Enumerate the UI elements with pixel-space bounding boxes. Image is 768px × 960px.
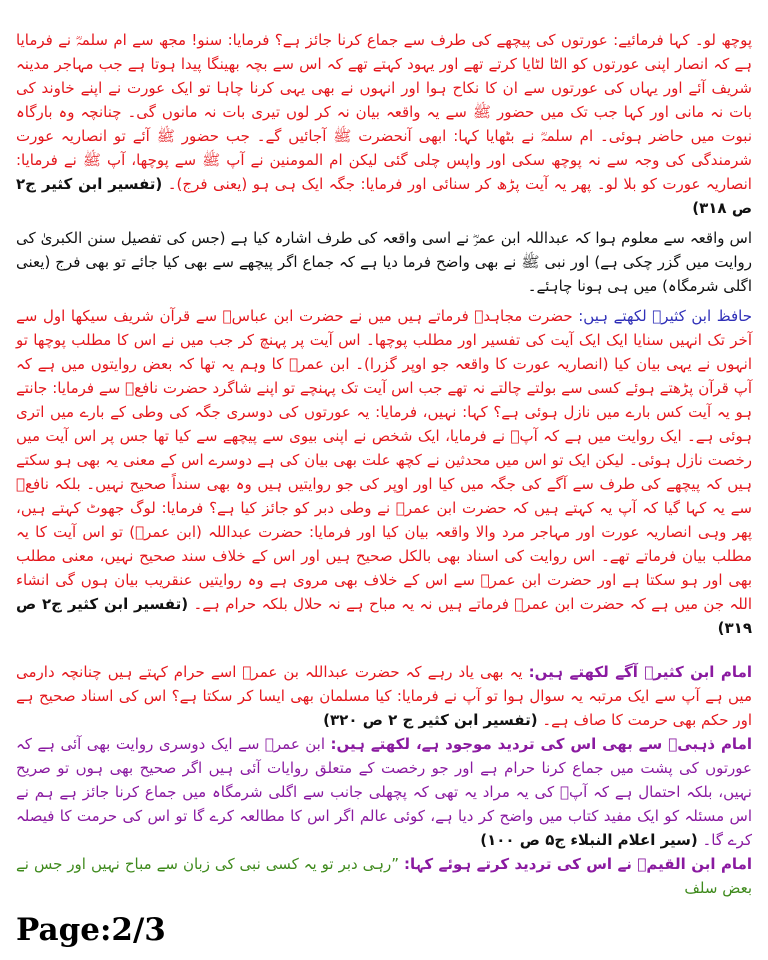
paragraph-imam-ibn-kathir (16, 660, 752, 732)
paragraph-text: ”رہی دبر تو یہ کسی نبی کی زبان سے مباح نہیں اور جس نے بعض سلف (16, 855, 752, 897)
reference-citation: (تفسیر ابن کثیر ج۲ ص ۳۱۹) (16, 595, 752, 637)
paragraph-text: پوچھ لو۔ کہا فرمائیے: عورتوں کی پیچھے کی طرف سے جماع کرنا جائز ہے؟ فرمایا: سنو! مجھ سے ام سلمہؓ نے فرمایا ہے کہ انصار اپنی عورتوں کو الٹا لٹایا کرتے تھے اور یہود کہتے تھے کہ اس سے بچہ بھینگا پیدا ہوتا ہے جب مہاجر مدینہ شریف آئے اور یہاں کی عورتوں سے ان کا نکاح ہوا اور انہوں نے بھی یہی کرنا چاہا تو ایک عورت نے اپنے خاوند کی بات نہ مانی اور کہا جب تک میں حضور ﷺ سے یہ واقعہ بیان نہ کر لوں تیری بات نہ مانوں گی۔ چنانچہ وہ بارگاہ نبوت میں حاضر ہوئی۔ ام سلمہؓ نے بٹھایا کہا: ابھی آنحضرت ﷺ آجائیں گے۔ جب حضور ﷺ آئے تو انصاریہ عورت شرمندگی کی وجہ سے نہ پوچھ سکی اور واپس چلی گئی لیکن ام المومنین نے آپ ﷺ سے پوچھا، آپ ﷺ نے فرمایا: انصاریہ عورت کو بلا لو۔ پھر یہ آیت پڑھ کر سنائی اور فرمایا: جگہ ایک ہی ہو (یعنی فرج)۔ (16, 31, 752, 193)
reference-citation: (تفسیر ابن کثیر ج ۲ ص ۳۲۰) (323, 711, 538, 729)
document-body (16, 28, 752, 900)
paragraph-text: ابن عمرؓ سے ایک دوسری روایت بھی آئی ہے کہ عورتوں کی پشت میں جماع کرنا حرام ہے اور جو رخصت کے متعلق روایات آئی ہیں اگر صحیح بھی ہوں تو صریح نہیں، بلکہ احتمال ہے کہ آپؓ کی یہ مراد یہ تھی کہ پچھلی جانب سے اگلی شرمگاہ میں جماع کرنا جائز ہے ہم نے اس مسئلہ کو ایک مفید کتاب میں واضح کر دیا ہے، کوئی عالم اگر اس کا مطالعہ کرے گا تو اس کی حرمت کا فیصلہ کرے گا۔ (16, 735, 752, 849)
section-heading: امام ابن کثیرؒ آگے لکھتے ہیں: (528, 663, 752, 681)
section-heading: امام ذہبیؒ سے بھی اس کی تردید موجود ہے، لکھتے ہیں: (330, 735, 752, 753)
paragraph-hafiz-ibn-kathir (16, 304, 752, 640)
paragraph-ibn-kathir-narration (16, 28, 752, 220)
paragraph-explanation (16, 226, 752, 298)
paragraph-text: یہ بھی یاد رہے کہ حضرت عبداللہ بن عمرؓ اسے حرام کہتے ہیں چنانچہ دارمی میں ہے آپ سے ایک مرتبہ یہ سوال ہوا تو آپ نے فرمایا: کیا مسلمان بھی ایسا کر سکتا ہے؟ اس کی اسناد صحیح ہے اور حکم بھی حرمت کا صاف ہے۔ (16, 663, 752, 729)
paragraph-text: اس واقعہ سے معلوم ہوا کہ عبداللہ ابن عمرؓ نے اسی واقعہ کی طرف اشارہ کیا ہے (جس کی تفصیل سنن الکبریٰ کی روایت میں گزر چکی ہے) اور نبی ﷺ نے بھی واضح فرما دیا ہے کہ جماع اگر پیچھے سے بھی کیا جائے تو بھی فرج (یعنی اگلی شرمگاہ) میں ہی ہونا چاہئے۔ (16, 229, 752, 295)
page-number-label: Page:2/3 (16, 912, 166, 948)
paragraph-text: حضرت مجاہدؒ فرماتے ہیں میں نے حضرت ابن عباسؓ سے قرآن شریف سیکھا اول سے آخر تک انہیں سنایا ایک ایک آیت کی تفسیر اور مطلب پوچھا۔ اس آیت پر پہنچ کر جب میں نے اس کا مطلب پوچھا تو انہوں نے یہی بیان کیا (انصاریہ عورت کا واقعہ جو اوپر گزرا)۔ ابن عمرؓ کا وہم یہ تھا کہ بعض روایتوں میں ہے کہ آپ قرآن پڑھتے ہوئے کسی سے بولتے چالتے نہ تھے جب اس آیت تک پہنچے تو اپنے شاگرد حضرت نافعؒ سے فرمایا: جانتے ہو یہ آیت کس بارے میں نازل ہوئی ہے؟ کہا: نہیں، فرمایا: یہ عورتوں کی دوسری جگہ کی وطی کے بارے میں اتری ہوئی ہے۔ ایک روایت میں ہے کہ آپؓ نے فرمایا، ایک شخص نے اپنی بیوی سے پیچھے سے کیا تھا جس پر اس آیت میں رخصت نازل ہوئی۔ لیکن ایک تو اس میں محدثین نے کچھ علت بھی بیان کی ہے دوسرے اس کے معنی یہ بھی ہو سکتے ہیں کہ پیچھے کی طرف سے آگے کی جگہ میں کیا اور اوپر کی جو روایتیں ہیں وہ بھی سنداً صحیح نہیں۔ بلکہ نافعؒ سے یہ کہا گیا کہ آپ یہ کہتے ہیں کہ حضرت ابن عمرؓ نے وطی دبر کو جائز کیا ہے؟ فرمایا: لوگ جھوٹ کہتے ہیں، پھر وہی انصاریہ عورت اور مہاجر مرد والا واقعہ بیان کیا اور فرمایا: حضرت عبداللہ (ابن عمرؓ) تو اس آیت کا یہ مطلب بیان فرماتے تھے۔ اس روایت کی اسناد بھی بالکل صحیح ہیں اور اس کے خلاف سند صحیح نہیں، معنی مطلب بھی اور ہو سکتا ہے اور حضرت ابن عمرؓ سے اس کے خلاف بھی مروی ہے وہ روایتیں عنقریب بیان ہوں گی انشاء اللہ جن میں ہے کہ حضرت ابن عمرؓ فرماتے ہیں نہ یہ مباح ہے نہ حلال بلکہ حرام ہے۔ (16, 307, 752, 613)
paragraph-imam-dhahabi (16, 732, 752, 852)
section-heading: امام ابن القیمؒ نے اس کی تردید کرتے ہوئے کہا: (403, 855, 752, 873)
paragraph-imam-ibn-qayyim (16, 852, 752, 900)
section-heading: حافظ ابن کثیرؒ لکھتے ہیں: (578, 307, 752, 325)
reference-citation: (تفسیر ابن کثیر ج۲ ص ۳۱۸) (16, 175, 752, 217)
reference-citation: (سیر اعلام النبلاء ج۵ ص ۱۰۰) (480, 831, 698, 849)
